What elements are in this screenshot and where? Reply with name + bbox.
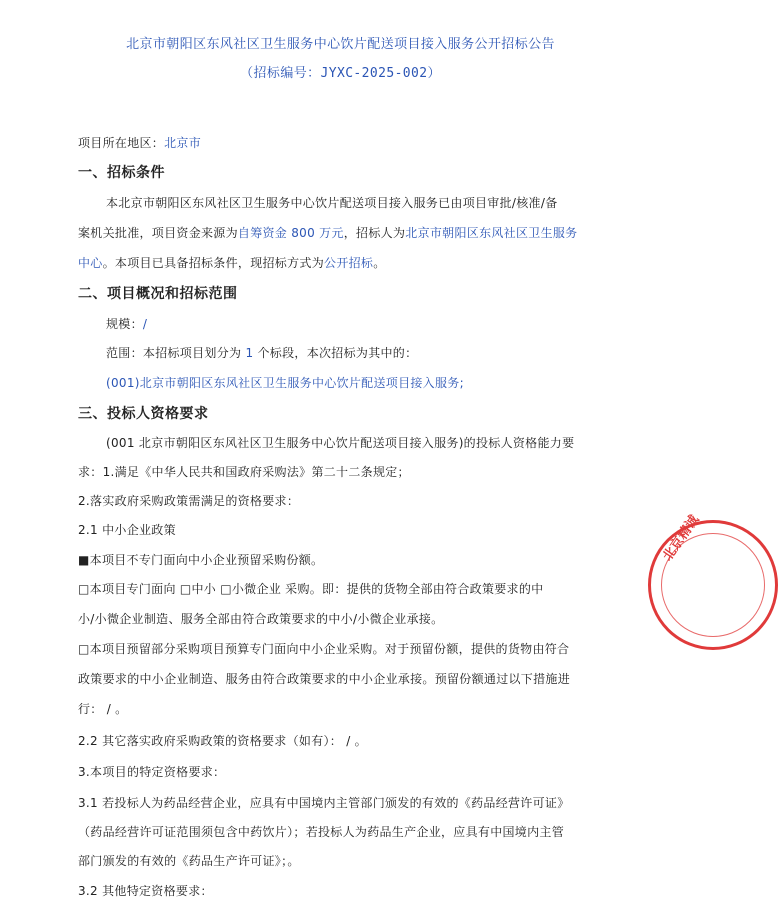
- s1-line-2: [78, 224, 577, 241]
- tenderer-name-cont: 中心: [78, 256, 103, 270]
- seal-text: 北京精诚: [660, 512, 703, 564]
- tenderer-name: 北京市朝阳区东风社区卫生服务: [405, 226, 578, 240]
- s3-line-8: □本项目预留部分采购项目预算专门面向中小企业采购。对于预留份额，提供的货物由符合: [78, 642, 570, 656]
- s3-line-7: 小/小微企业制造、服务全部由符合政策要求的中小/小微企业承接。: [78, 612, 444, 626]
- scale-label: 规模：: [106, 317, 143, 331]
- s3-line-4: 2.1 中小企业政策: [78, 523, 176, 537]
- s1-line-3: [78, 254, 386, 271]
- s3-line-15: 部门颁发的有效的《药品生产许可证》；。: [78, 854, 300, 868]
- s3-line-2: 求：1.满足《中华人民共和国政府采购法》第二十二条规定；: [78, 465, 410, 479]
- scope-text: 个标段，本次招标为其中的：: [257, 346, 418, 360]
- section-1-heading: 一、招标条件: [78, 165, 165, 181]
- section-2-heading: 二、项目概况和招标范围: [78, 286, 238, 302]
- s3-line-5: ■本项目不专门面向中小企业预留采购份额。: [78, 553, 324, 567]
- s3-line-3: 2.落实政府采购政策需满足的资格要求：: [78, 494, 300, 508]
- s1-text: ，招标人为: [343, 226, 406, 240]
- s3-line-9: 政策要求的中小企业制造、服务由符合政策要求的中小企业承接。预留份额通过以下措施进: [78, 672, 571, 686]
- s1-text: 。: [373, 256, 386, 270]
- s3-line-11: 2.2 其它落实政府采购政策的资格要求（如有）： / 。: [78, 734, 367, 748]
- lot-count: 1: [245, 346, 254, 360]
- s3-line-13: 3.1 若投标人为药品经营企业，应具有中国境内主管部门颁发的有效的《药品经营许可证》: [78, 796, 570, 810]
- s3-line-12: 3.本项目的特定资格要求：: [78, 765, 226, 779]
- project-location: [78, 134, 201, 151]
- lot-item: (001)北京市朝阳区东风社区卫生服务中心饮片配送项目接入服务;: [106, 376, 464, 390]
- s3-line-14: （药品经营许可证范围须包含中药饮片）；若投标人为药品生产企业，应具有中国境内主管: [78, 825, 565, 839]
- scale-line: [106, 315, 147, 332]
- tender-method: 公开招标: [324, 256, 374, 270]
- scale-value: /: [142, 317, 148, 331]
- s3-line-16: 3.2 其他特定资格要求：: [78, 884, 213, 898]
- s1-text: 案机关批准，项目资金来源为: [78, 226, 238, 240]
- s3-line-6: □本项目专门面向 □中小 □小微企业 采购。即：提供的货物全部由符合政策要求的中: [78, 582, 544, 596]
- s3-line-10: 行： / 。: [78, 702, 128, 716]
- location-label: 项目所在地区：: [78, 136, 165, 150]
- s1-line-1: 本北京市朝阳区东风社区卫生服务中心饮片配送项目接入服务已由项目审批/核准/备: [106, 196, 558, 210]
- fund-source: 自筹资金 800 万元: [237, 226, 344, 240]
- scope-line: [106, 344, 417, 361]
- section-3-heading: 三、投标人资格要求: [78, 406, 209, 422]
- company-seal: [648, 512, 778, 650]
- location-value: 北京市: [164, 136, 202, 150]
- scope-text: 范围：本招标项目划分为: [106, 346, 242, 360]
- s1-text: 。本项目已具备招标条件，现招标方式为: [102, 256, 325, 270]
- s3-line-1: (001 北京市朝阳区东风社区卫生服务中心饮片配送项目接入服务)的投标人资格能力要: [106, 436, 575, 450]
- tender-number: （招标编号：JYXC-2025-002）: [240, 66, 441, 81]
- document-title: 北京市朝阳区东风社区卫生服务中心饮片配送项目接入服务公开招标公告: [126, 37, 555, 52]
